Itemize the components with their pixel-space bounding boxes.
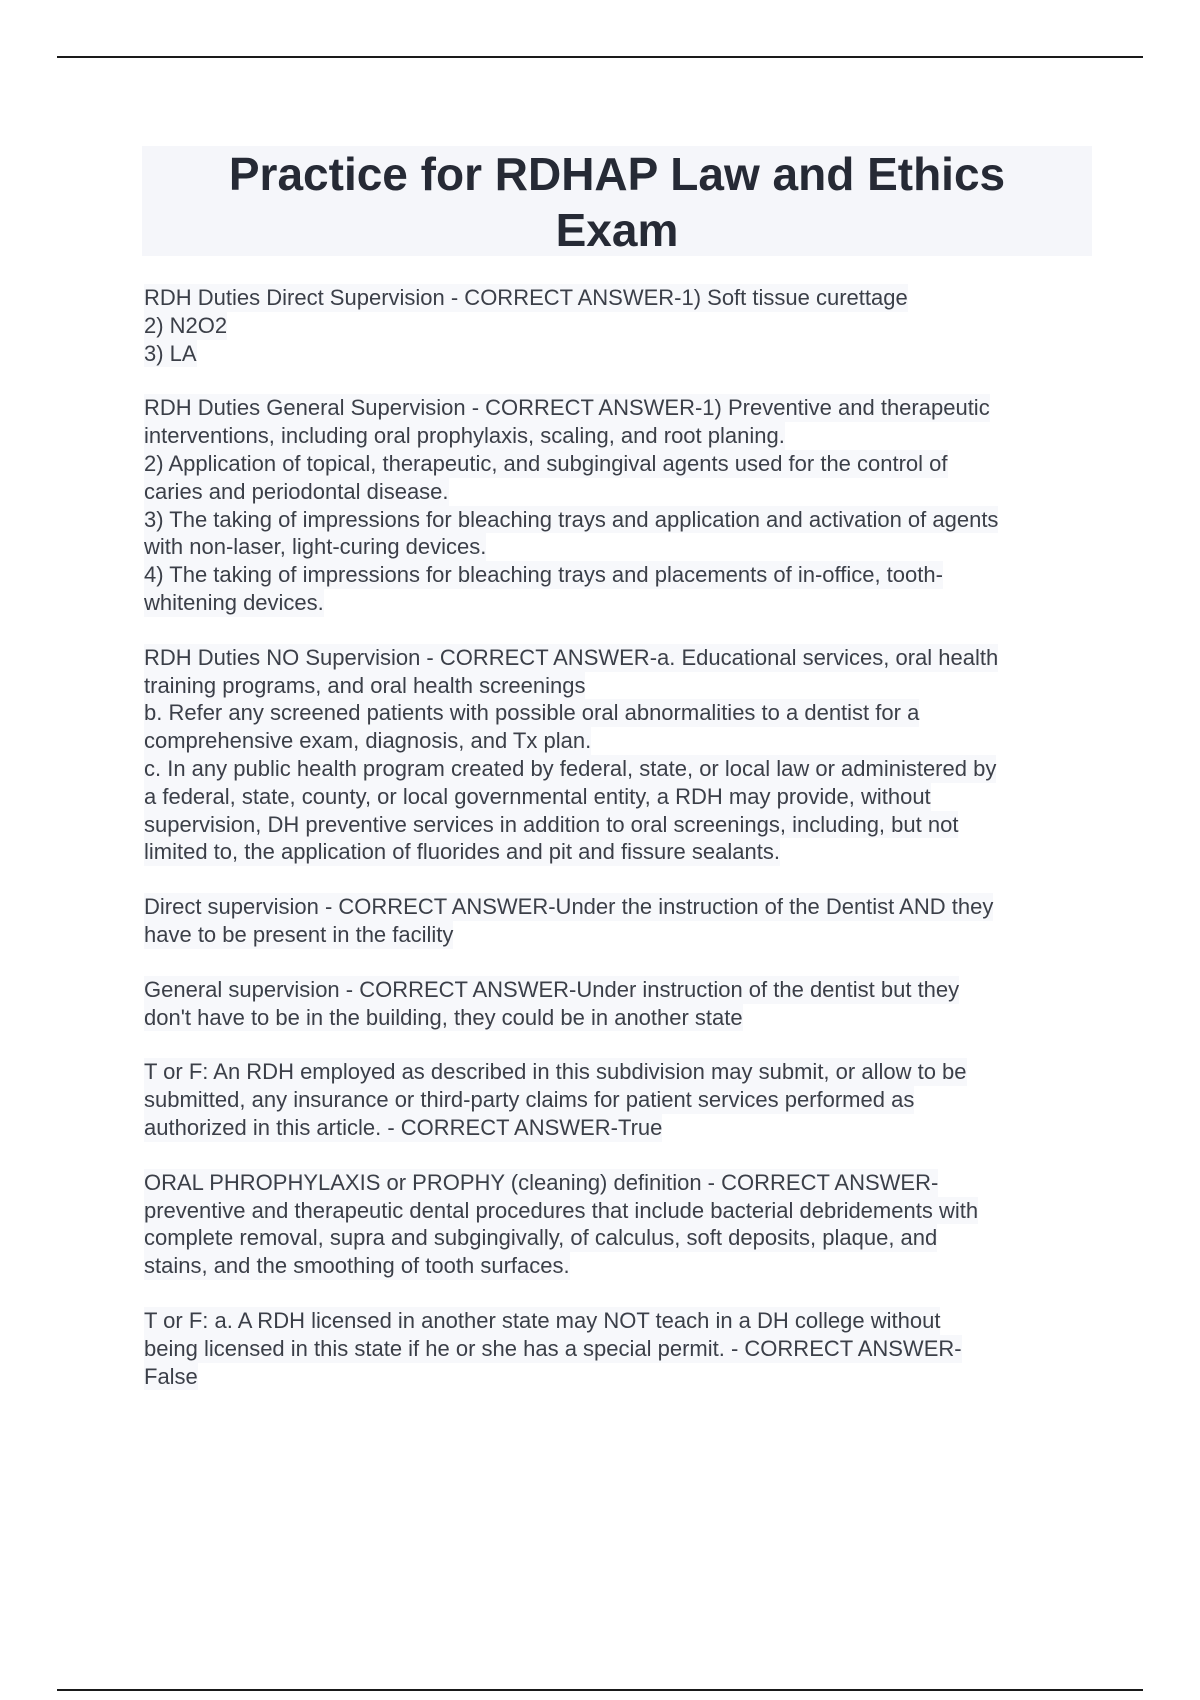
qa-item-line: complete removal, supra and subgingivally, of calculus, soft deposits, plaque, and	[144, 1225, 938, 1251]
qa-item-line: whitening devices.	[144, 589, 324, 615]
qa-item-line: 2) Application of topical, therapeutic, and subgingival agents used for the control of	[144, 450, 948, 476]
qa-item-line: caries and periodontal disease.	[144, 478, 449, 504]
qa-item-line: 4) The taking of impressions for bleaching trays and placements of in-office, tooth-	[144, 562, 943, 588]
qa-item	[144, 893, 1092, 949]
qa-item-line: c. In any public health program created by federal, state, or local law or administered by	[144, 755, 997, 781]
qa-item	[144, 976, 1092, 1032]
qa-item-line: authorized in this article. - CORRECT ANSWER-True	[144, 1114, 663, 1140]
qa-item-line: T or F: a. A RDH licensed in another state may NOT teach in a DH college without	[144, 1307, 941, 1333]
qa-item-line: interventions, including oral prophylaxis, scaling, and root planing.	[144, 423, 785, 449]
title-line-2: Exam	[555, 204, 679, 256]
qa-item-line: submitted, any insurance or third-party claims for patient services performed as	[144, 1087, 915, 1113]
qa-item-line: RDH Duties General Supervision - CORRECT ANSWER-1) Preventive and therapeutic	[144, 395, 990, 421]
qa-item-line: preventive and therapeutic dental procedures that include bacterial debridements with	[144, 1197, 979, 1223]
qa-item-line: comprehensive exam, diagnosis, and Tx plan.	[144, 728, 592, 754]
qa-item-line: T or F: An RDH employed as described in this subdivision may submit, or allow to be	[144, 1059, 967, 1085]
qa-item-line: 2) N2O2	[144, 312, 228, 338]
qa-item-line: RDH Duties NO Supervision - CORRECT ANSWER-a. Educational services, oral health	[144, 644, 999, 670]
qa-item-line: b. Refer any screened patients with possible oral abnormalities to a dentist for a	[144, 700, 920, 726]
qa-item	[144, 1058, 1092, 1141]
title-banner	[142, 146, 1092, 256]
qa-item-line: have to be present in the facility	[144, 921, 454, 947]
qa-item-line: a federal, state, county, or local governmental entity, a RDH may provide, without	[144, 783, 931, 809]
qa-item	[144, 1307, 1092, 1390]
page-title	[142, 146, 1092, 258]
qa-item-line: limited to, the application of fluorides and pit and fissure sealants.	[144, 839, 780, 865]
qa-item-line: training programs, and oral health screenings	[144, 672, 586, 698]
qa-item	[144, 1169, 1092, 1280]
qa-item-line: RDH Duties Direct Supervision - CORRECT ANSWER-1) Soft tissue curettage	[144, 285, 908, 310]
qa-item-line: Direct supervision - CORRECT ANSWER-Under the instruction of the Dentist AND they	[144, 894, 994, 920]
bottom-divider	[57, 1689, 1143, 1691]
qa-item-line: 3) LA	[144, 340, 197, 366]
qa-item-line: False	[144, 1363, 198, 1389]
qa-item-line: General supervision - CORRECT ANSWER-Under instruction of the dentist but they	[144, 976, 960, 1002]
qa-item	[144, 644, 1092, 866]
title-line-1: Practice for RDHAP Law and Ethics	[228, 148, 1006, 200]
qa-item-line: being licensed in this state if he or she has a special permit. - CORRECT ANSWER-	[144, 1335, 962, 1361]
top-divider	[57, 56, 1143, 58]
qa-item	[144, 284, 1092, 367]
qa-item	[144, 394, 1092, 616]
qa-item-line: supervision, DH preventive services in addition to oral screenings, including, but not	[144, 811, 959, 837]
qa-item-line: 3) The taking of impressions for bleaching trays and application and activation of agents	[144, 506, 999, 532]
qa-item-line: don't have to be in the building, they could be in another state	[144, 1004, 743, 1030]
qa-item-line: stains, and the smoothing of tooth surfaces.	[144, 1253, 570, 1279]
qa-list	[144, 284, 1092, 1417]
qa-item-line: with non-laser, light-curing devices.	[144, 534, 487, 560]
qa-item-line: ORAL PHROPHYLAXIS or PROPHY (cleaning) definition - CORRECT ANSWER-	[144, 1169, 939, 1195]
